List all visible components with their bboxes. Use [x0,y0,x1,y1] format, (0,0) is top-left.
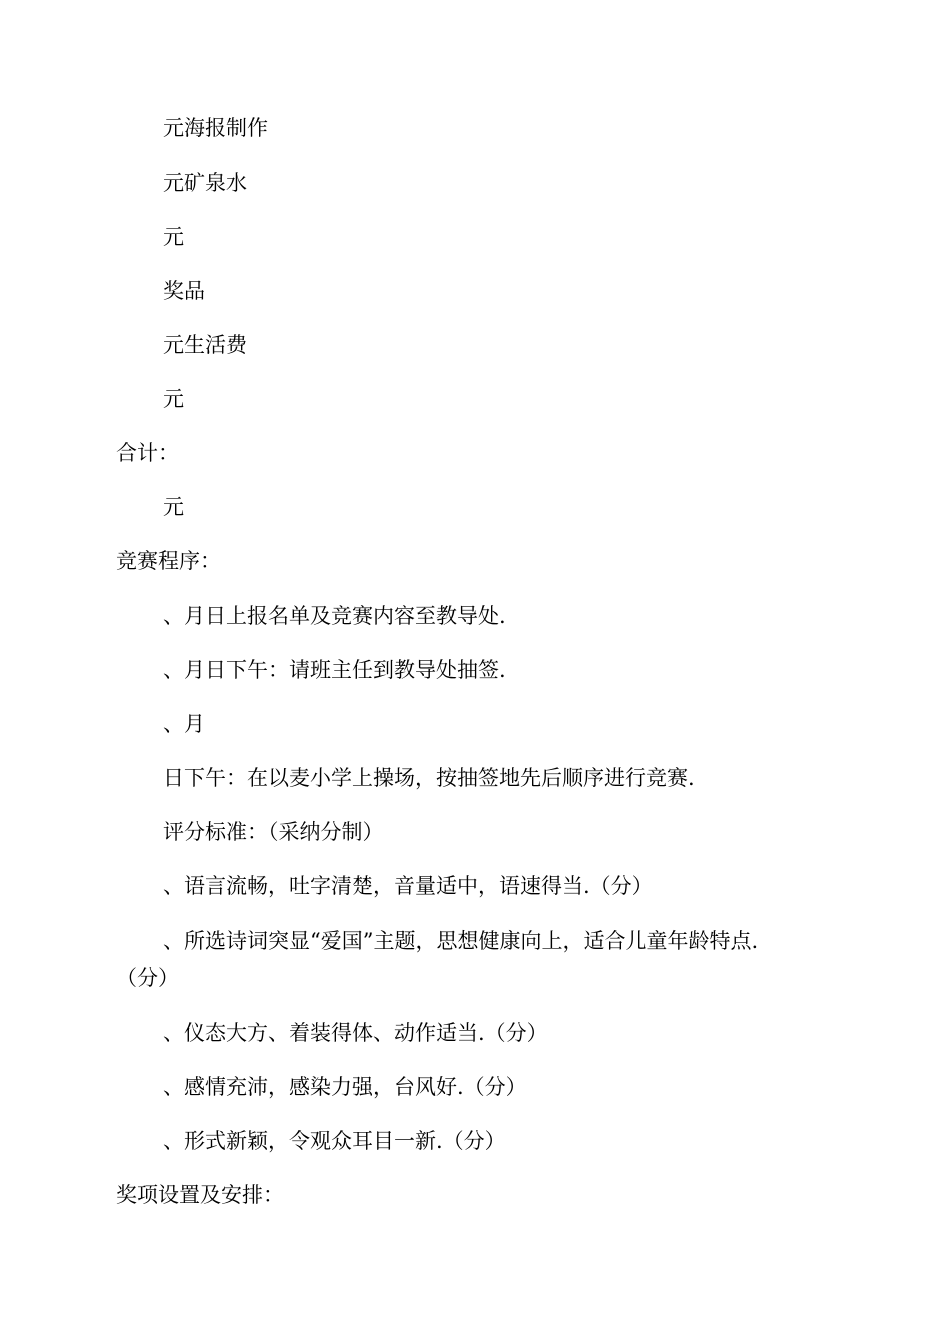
budget-line-living: 元生活费 [163,333,247,357]
procedure-step-1: 、月日上报名单及竞赛内容至教导处. [163,604,506,628]
section-heading-procedure: 竞赛程序： [116,549,221,573]
scoring-item-2: 、所选诗词突显“爱国”主题，思想健康向上，适合儿童年龄特点. [163,929,759,953]
scoring-item-3: 、仪态大方、着装得体、动作适当.（分） [163,1021,548,1045]
scoring-item-4: 、感情充沛，感染力强，台风好.（分） [163,1075,527,1099]
scoring-item-2-continued: （分） [116,966,179,990]
scoring-item-5: 、形式新颖，令观众耳目一新.（分） [163,1129,506,1153]
section-heading-awards: 奖项设置及安排： [116,1183,284,1207]
total-label: 合计： [116,441,179,465]
scoring-heading: 评分标准：（采纳分制） [163,820,384,844]
procedure-step-2: 、月日下午：请班主任到教导处抽签. [163,658,506,682]
budget-line-yuan-2: 元 [163,387,184,411]
total-value: 元 [163,495,184,519]
budget-line-water: 元矿泉水 [163,171,247,195]
budget-line-prizes: 奖品 [163,279,205,303]
budget-line-yuan: 元 [163,225,184,249]
procedure-step-3-continued: 日下午：在以麦小学上操场，按抽签地先后顺序进行竞赛. [163,766,695,790]
budget-line-poster: 元海报制作 [163,116,268,140]
procedure-step-3: 、月 [163,712,205,736]
scoring-item-1: 、语言流畅，吐字清楚，音量适中，语速得当.（分） [163,874,653,898]
